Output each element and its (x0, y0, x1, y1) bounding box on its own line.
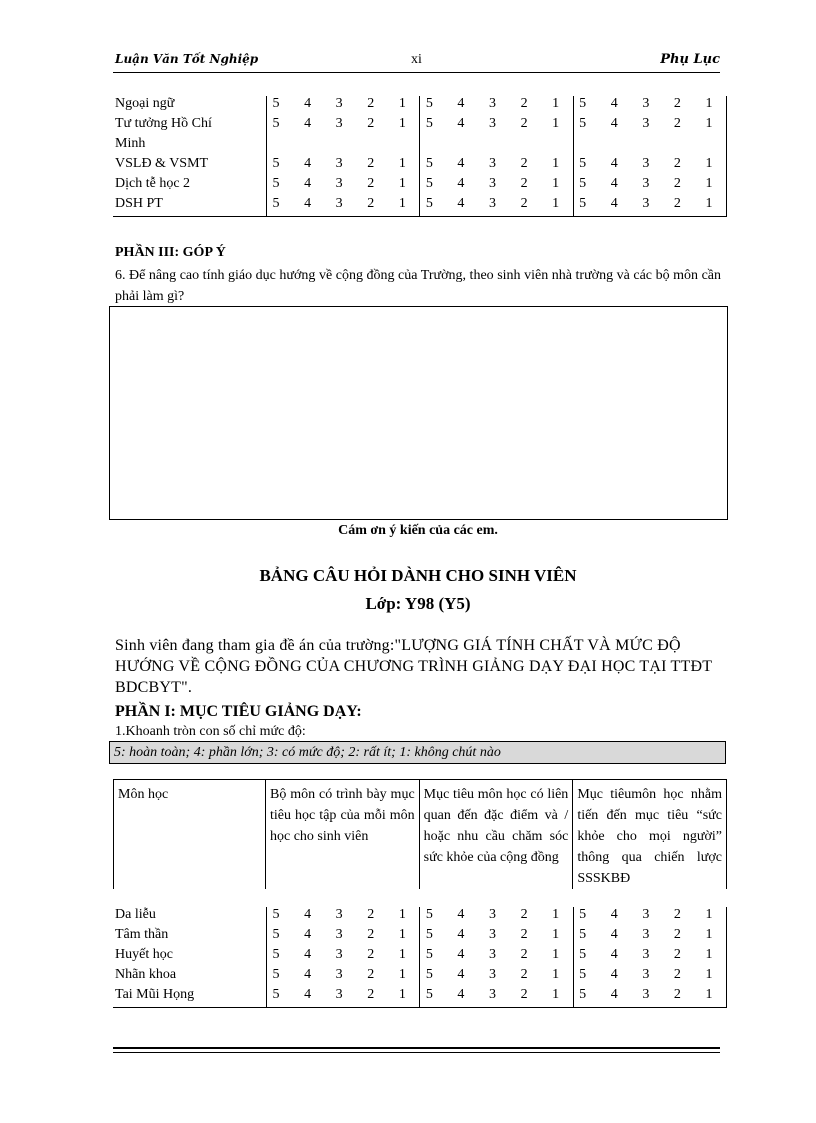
score-option[interactable]: 2 (673, 176, 681, 191)
score-option[interactable]: 3 (642, 116, 650, 131)
score-option[interactable]: 5 (579, 96, 587, 111)
score-option[interactable]: 4 (457, 116, 465, 131)
score-option[interactable]: 4 (304, 176, 312, 191)
header-rule (113, 72, 720, 73)
score-option[interactable]: 2 (367, 907, 375, 922)
score-group (573, 947, 726, 967)
score-option[interactable]: 5 (272, 967, 280, 982)
class-label: Lớp: Y98 (Y5) (365, 594, 471, 613)
score-option[interactable]: 4 (457, 176, 465, 191)
score-option[interactable]: 5 (579, 176, 587, 191)
score-group (267, 156, 420, 176)
col-header-2: Mục tiêu môn học có liên quan đến đặc điểm và / hoặc nhu cầu chăm sóc sức khỏe của cộng đồng (419, 780, 573, 890)
score-option[interactable]: 4 (304, 907, 312, 922)
score-option[interactable]: 1 (705, 907, 713, 922)
score-option[interactable]: 4 (610, 987, 618, 1002)
table-row (113, 116, 727, 136)
score-group (573, 116, 726, 136)
score-option[interactable]: 5 (425, 116, 433, 131)
score-group (267, 947, 420, 967)
table-row (113, 907, 727, 927)
score-option[interactable]: 5 (425, 947, 433, 962)
score-group (267, 196, 420, 217)
score-option[interactable]: 5 (425, 176, 433, 191)
score-option[interactable]: 5 (579, 927, 587, 942)
score-option[interactable]: 1 (705, 967, 713, 982)
subject-cell: Nhãn khoa (115, 967, 177, 982)
score-option[interactable]: 3 (488, 967, 496, 982)
score-group (573, 176, 726, 196)
col-header-1: Bộ môn có trình bày mục tiêu học tập của mỗi môn học cho sinh viên (266, 780, 420, 890)
score-option[interactable]: 1 (398, 947, 406, 962)
score-option[interactable]: 4 (610, 927, 618, 942)
score-group (267, 176, 420, 196)
col-header-3: Mục tiêumôn học nhằm tiến đến mục tiêu “sức khỏe cho mọi người” thông qua chiến lược SSSKBĐ (573, 780, 727, 890)
part3-heading: PHẦN III: GÓP Ý (115, 245, 226, 260)
table-row (113, 947, 727, 967)
score-option[interactable]: 2 (673, 96, 681, 111)
score-option[interactable]: 4 (610, 947, 618, 962)
score-option[interactable]: 4 (304, 156, 312, 171)
score-option[interactable]: 5 (272, 156, 280, 171)
score-option[interactable]: 3 (488, 907, 496, 922)
score-option[interactable]: 3 (488, 116, 496, 131)
score-group (573, 907, 726, 927)
score-option[interactable]: 3 (335, 176, 343, 191)
page-header (113, 50, 720, 72)
score-option[interactable]: 1 (552, 987, 560, 1002)
header-left: Luận Văn Tốt Nghiệp (115, 52, 259, 66)
score-option[interactable]: 3 (642, 176, 650, 191)
score-option[interactable]: 2 (367, 156, 375, 171)
score-option[interactable]: 2 (520, 196, 528, 211)
score-option[interactable]: 2 (673, 907, 681, 922)
score-option[interactable]: 1 (552, 967, 560, 982)
footer-rule-thick (113, 1047, 720, 1049)
score-option[interactable]: 1 (398, 967, 406, 982)
score-option[interactable]: 2 (367, 96, 375, 111)
table-row (113, 927, 727, 947)
score-group (420, 987, 573, 1008)
score-option[interactable]: 4 (457, 196, 465, 211)
score-option[interactable]: 4 (457, 967, 465, 982)
part1-instruction: 1.Khoanh tròn con số chỉ mức độ: (115, 724, 306, 739)
score-option[interactable]: 5 (425, 927, 433, 942)
score-group (573, 96, 726, 116)
score-option[interactable]: 3 (488, 176, 496, 191)
rating-table-continued (113, 96, 727, 217)
score-group (420, 927, 573, 947)
score-group (267, 907, 420, 927)
subject-cell: Ngoại ngữ (115, 96, 175, 111)
score-option[interactable]: 1 (705, 116, 713, 131)
score-option[interactable]: 5 (272, 196, 280, 211)
score-option[interactable]: 4 (457, 927, 465, 942)
score-option[interactable]: 5 (272, 176, 280, 191)
empty-cell (573, 136, 726, 156)
part3-question: 6. Để nâng cao tính giáo dục hướng về cộng đồng của Trường, theo sinh viên nhà trường và các bộ môn cần phải làm gì? (115, 268, 721, 304)
score-option[interactable]: 4 (610, 196, 618, 211)
score-option[interactable]: 3 (335, 907, 343, 922)
score-option[interactable]: 3 (488, 196, 496, 211)
score-option[interactable]: 2 (367, 176, 375, 191)
score-option[interactable]: 4 (304, 967, 312, 982)
score-option[interactable]: 3 (642, 927, 650, 942)
score-option[interactable]: 5 (579, 907, 587, 922)
score-option[interactable]: 4 (304, 116, 312, 131)
score-option[interactable]: 4 (610, 907, 618, 922)
table-row (113, 196, 727, 217)
score-option[interactable]: 4 (457, 156, 465, 171)
score-option[interactable]: 5 (579, 987, 587, 1002)
score-option[interactable]: 5 (272, 947, 280, 962)
answer-box[interactable] (109, 306, 728, 520)
header-right: Phụ Lục (660, 52, 720, 67)
score-option[interactable]: 1 (705, 947, 713, 962)
score-option[interactable]: 4 (610, 116, 618, 131)
score-group (267, 987, 420, 1008)
footer-rule-thin (113, 1052, 720, 1053)
score-option[interactable]: 1 (552, 907, 560, 922)
score-option[interactable]: 1 (398, 156, 406, 171)
score-option[interactable]: 4 (610, 967, 618, 982)
score-option[interactable]: 2 (367, 967, 375, 982)
questionnaire-title: BẢNG CÂU HỎI DÀNH CHO SINH VIÊN (259, 566, 577, 585)
score-option[interactable]: 5 (579, 156, 587, 171)
score-option[interactable]: 1 (552, 196, 560, 211)
score-option[interactable]: 3 (642, 947, 650, 962)
score-option[interactable]: 2 (520, 947, 528, 962)
score-option[interactable]: 3 (488, 987, 496, 1002)
score-option[interactable]: 2 (673, 927, 681, 942)
score-option[interactable]: 2 (367, 116, 375, 131)
table-row-continuation (113, 136, 727, 156)
score-option[interactable]: 5 (425, 156, 433, 171)
score-option[interactable]: 1 (398, 116, 406, 131)
score-option[interactable]: 5 (272, 987, 280, 1002)
score-option[interactable]: 5 (579, 196, 587, 211)
subject-cell: Tai Mũi Họng (113, 987, 267, 1008)
score-option[interactable]: 3 (488, 96, 496, 111)
score-group (420, 907, 573, 927)
table-row (113, 176, 727, 196)
page-number: xi (411, 52, 422, 67)
score-group (267, 96, 420, 116)
score-option[interactable]: 2 (520, 116, 528, 131)
score-option[interactable]: 5 (272, 96, 280, 111)
score-option[interactable]: 1 (398, 987, 406, 1002)
empty-cell (267, 136, 420, 156)
score-option[interactable]: 1 (705, 927, 713, 942)
subject-cell: Da liễu (115, 907, 156, 922)
score-group (267, 967, 420, 987)
table-row (113, 96, 727, 116)
score-group (420, 96, 573, 116)
score-option[interactable]: 2 (367, 196, 375, 211)
score-group (573, 967, 726, 987)
score-option[interactable]: 2 (367, 987, 375, 1002)
subject-cell: VSLĐ & VSMT (115, 156, 209, 171)
score-option[interactable]: 3 (335, 196, 343, 211)
score-option[interactable]: 2 (367, 947, 375, 962)
score-option[interactable]: 1 (705, 987, 713, 1002)
score-group (420, 176, 573, 196)
score-option[interactable]: 1 (705, 176, 713, 191)
score-option[interactable]: 4 (304, 927, 312, 942)
score-option[interactable]: 1 (398, 927, 406, 942)
subject-cell: Huyết học (115, 947, 173, 962)
score-group (573, 156, 726, 176)
score-option[interactable]: 2 (673, 967, 681, 982)
score-option[interactable]: 3 (642, 987, 650, 1002)
score-option[interactable]: 5 (425, 96, 433, 111)
score-option[interactable]: 5 (272, 907, 280, 922)
score-option[interactable]: 4 (610, 176, 618, 191)
score-option[interactable]: 1 (552, 947, 560, 962)
score-option[interactable]: 5 (579, 116, 587, 131)
score-option[interactable]: 5 (272, 927, 280, 942)
table-row (113, 967, 727, 987)
score-option[interactable]: 4 (304, 96, 312, 111)
subject-cell: Tư tưởng Hồ Chí (115, 116, 212, 131)
col-header-subject: Môn học (114, 780, 266, 890)
score-option[interactable]: 3 (488, 927, 496, 942)
score-option[interactable]: 3 (488, 156, 496, 171)
score-group (420, 967, 573, 987)
intro-paragraph: Sinh viên đang tham gia đề án của trường:"LƯỢNG GIÁ TÍNH CHẤT VÀ MỨC ĐỘ HƯỚNG VỀ CỘNG ĐỒNG CỦA CHƯƠNG TRÌNH GIẢNG DẠY ĐẠI HỌC TẠI TTĐT BDCBYT". (115, 637, 712, 696)
objectives-table-body (113, 907, 727, 1008)
score-option[interactable]: 5 (425, 907, 433, 922)
score-option[interactable]: 4 (457, 947, 465, 962)
score-option[interactable]: 5 (272, 116, 280, 131)
table-row (113, 987, 727, 1008)
score-option[interactable]: 5 (579, 947, 587, 962)
score-option[interactable]: 4 (304, 196, 312, 211)
score-option[interactable]: 2 (673, 947, 681, 962)
score-group (573, 196, 726, 217)
score-option[interactable]: 5 (425, 967, 433, 982)
score-option[interactable]: 3 (335, 96, 343, 111)
score-option[interactable]: 5 (579, 967, 587, 982)
thanks-note: Cám ơn ý kiến của các em. (338, 523, 498, 538)
score-option[interactable]: 3 (642, 907, 650, 922)
score-option[interactable]: 1 (552, 96, 560, 111)
score-option[interactable]: 3 (335, 156, 343, 171)
score-option[interactable]: 1 (398, 96, 406, 111)
score-option[interactable]: 5 (425, 196, 433, 211)
score-option[interactable]: 3 (642, 967, 650, 982)
score-option[interactable]: 4 (457, 987, 465, 1002)
score-group (573, 987, 726, 1008)
score-option[interactable]: 4 (304, 947, 312, 962)
score-option[interactable]: 3 (642, 196, 650, 211)
score-option[interactable]: 4 (457, 907, 465, 922)
score-option[interactable]: 3 (642, 96, 650, 111)
part1-heading: PHẦN I: MỤC TIÊU GIẢNG DẠY: (115, 703, 362, 720)
score-option[interactable]: 1 (398, 196, 406, 211)
scale-legend: 5: hoàn toàn; 4: phần lớn; 3: có mức độ; 2: rất ít; 1: không chút nào (109, 741, 726, 764)
score-option[interactable]: 2 (673, 987, 681, 1002)
score-option[interactable]: 2 (520, 907, 528, 922)
score-option[interactable]: 2 (520, 967, 528, 982)
score-group (420, 116, 573, 136)
score-option[interactable]: 2 (673, 156, 681, 171)
score-option[interactable]: 3 (335, 967, 343, 982)
score-option[interactable]: 5 (425, 987, 433, 1002)
score-option[interactable]: 2 (520, 987, 528, 1002)
score-option[interactable]: 1 (552, 176, 560, 191)
score-option[interactable]: 3 (488, 947, 496, 962)
subject-cell: Dịch tễ học 2 (115, 176, 191, 191)
score-group (267, 927, 420, 947)
subject-cell-continuation: Minh (115, 136, 146, 151)
score-option[interactable]: 3 (335, 987, 343, 1002)
score-option[interactable]: 2 (520, 156, 528, 171)
score-option[interactable]: 2 (673, 196, 681, 211)
score-option[interactable]: 2 (520, 96, 528, 111)
score-option[interactable]: 1 (398, 176, 406, 191)
score-option[interactable]: 2 (520, 176, 528, 191)
score-group (420, 196, 573, 217)
score-option[interactable]: 3 (335, 947, 343, 962)
empty-cell (420, 136, 573, 156)
subject-cell: Tâm thần (115, 927, 169, 942)
score-option[interactable]: 4 (610, 156, 618, 171)
score-option[interactable]: 1 (705, 196, 713, 211)
score-option[interactable]: 2 (520, 927, 528, 942)
score-group (573, 927, 726, 947)
objectives-table-header (113, 779, 727, 889)
score-option[interactable]: 3 (335, 927, 343, 942)
score-option[interactable]: 2 (367, 927, 375, 942)
score-option[interactable]: 3 (335, 116, 343, 131)
score-option[interactable]: 1 (398, 907, 406, 922)
score-option[interactable]: 2 (673, 116, 681, 131)
score-group (420, 947, 573, 967)
score-group (267, 116, 420, 136)
score-option[interactable]: 1 (552, 156, 560, 171)
score-option[interactable]: 4 (457, 96, 465, 111)
score-option[interactable]: 1 (552, 927, 560, 942)
score-option[interactable]: 4 (610, 96, 618, 111)
score-option[interactable]: 3 (642, 156, 650, 171)
score-option[interactable]: 1 (705, 96, 713, 111)
score-option[interactable]: 1 (552, 116, 560, 131)
score-option[interactable]: 1 (705, 156, 713, 171)
table-row (113, 156, 727, 176)
subject-cell: DSH PT (113, 196, 267, 217)
score-option[interactable]: 4 (304, 987, 312, 1002)
score-group (420, 156, 573, 176)
